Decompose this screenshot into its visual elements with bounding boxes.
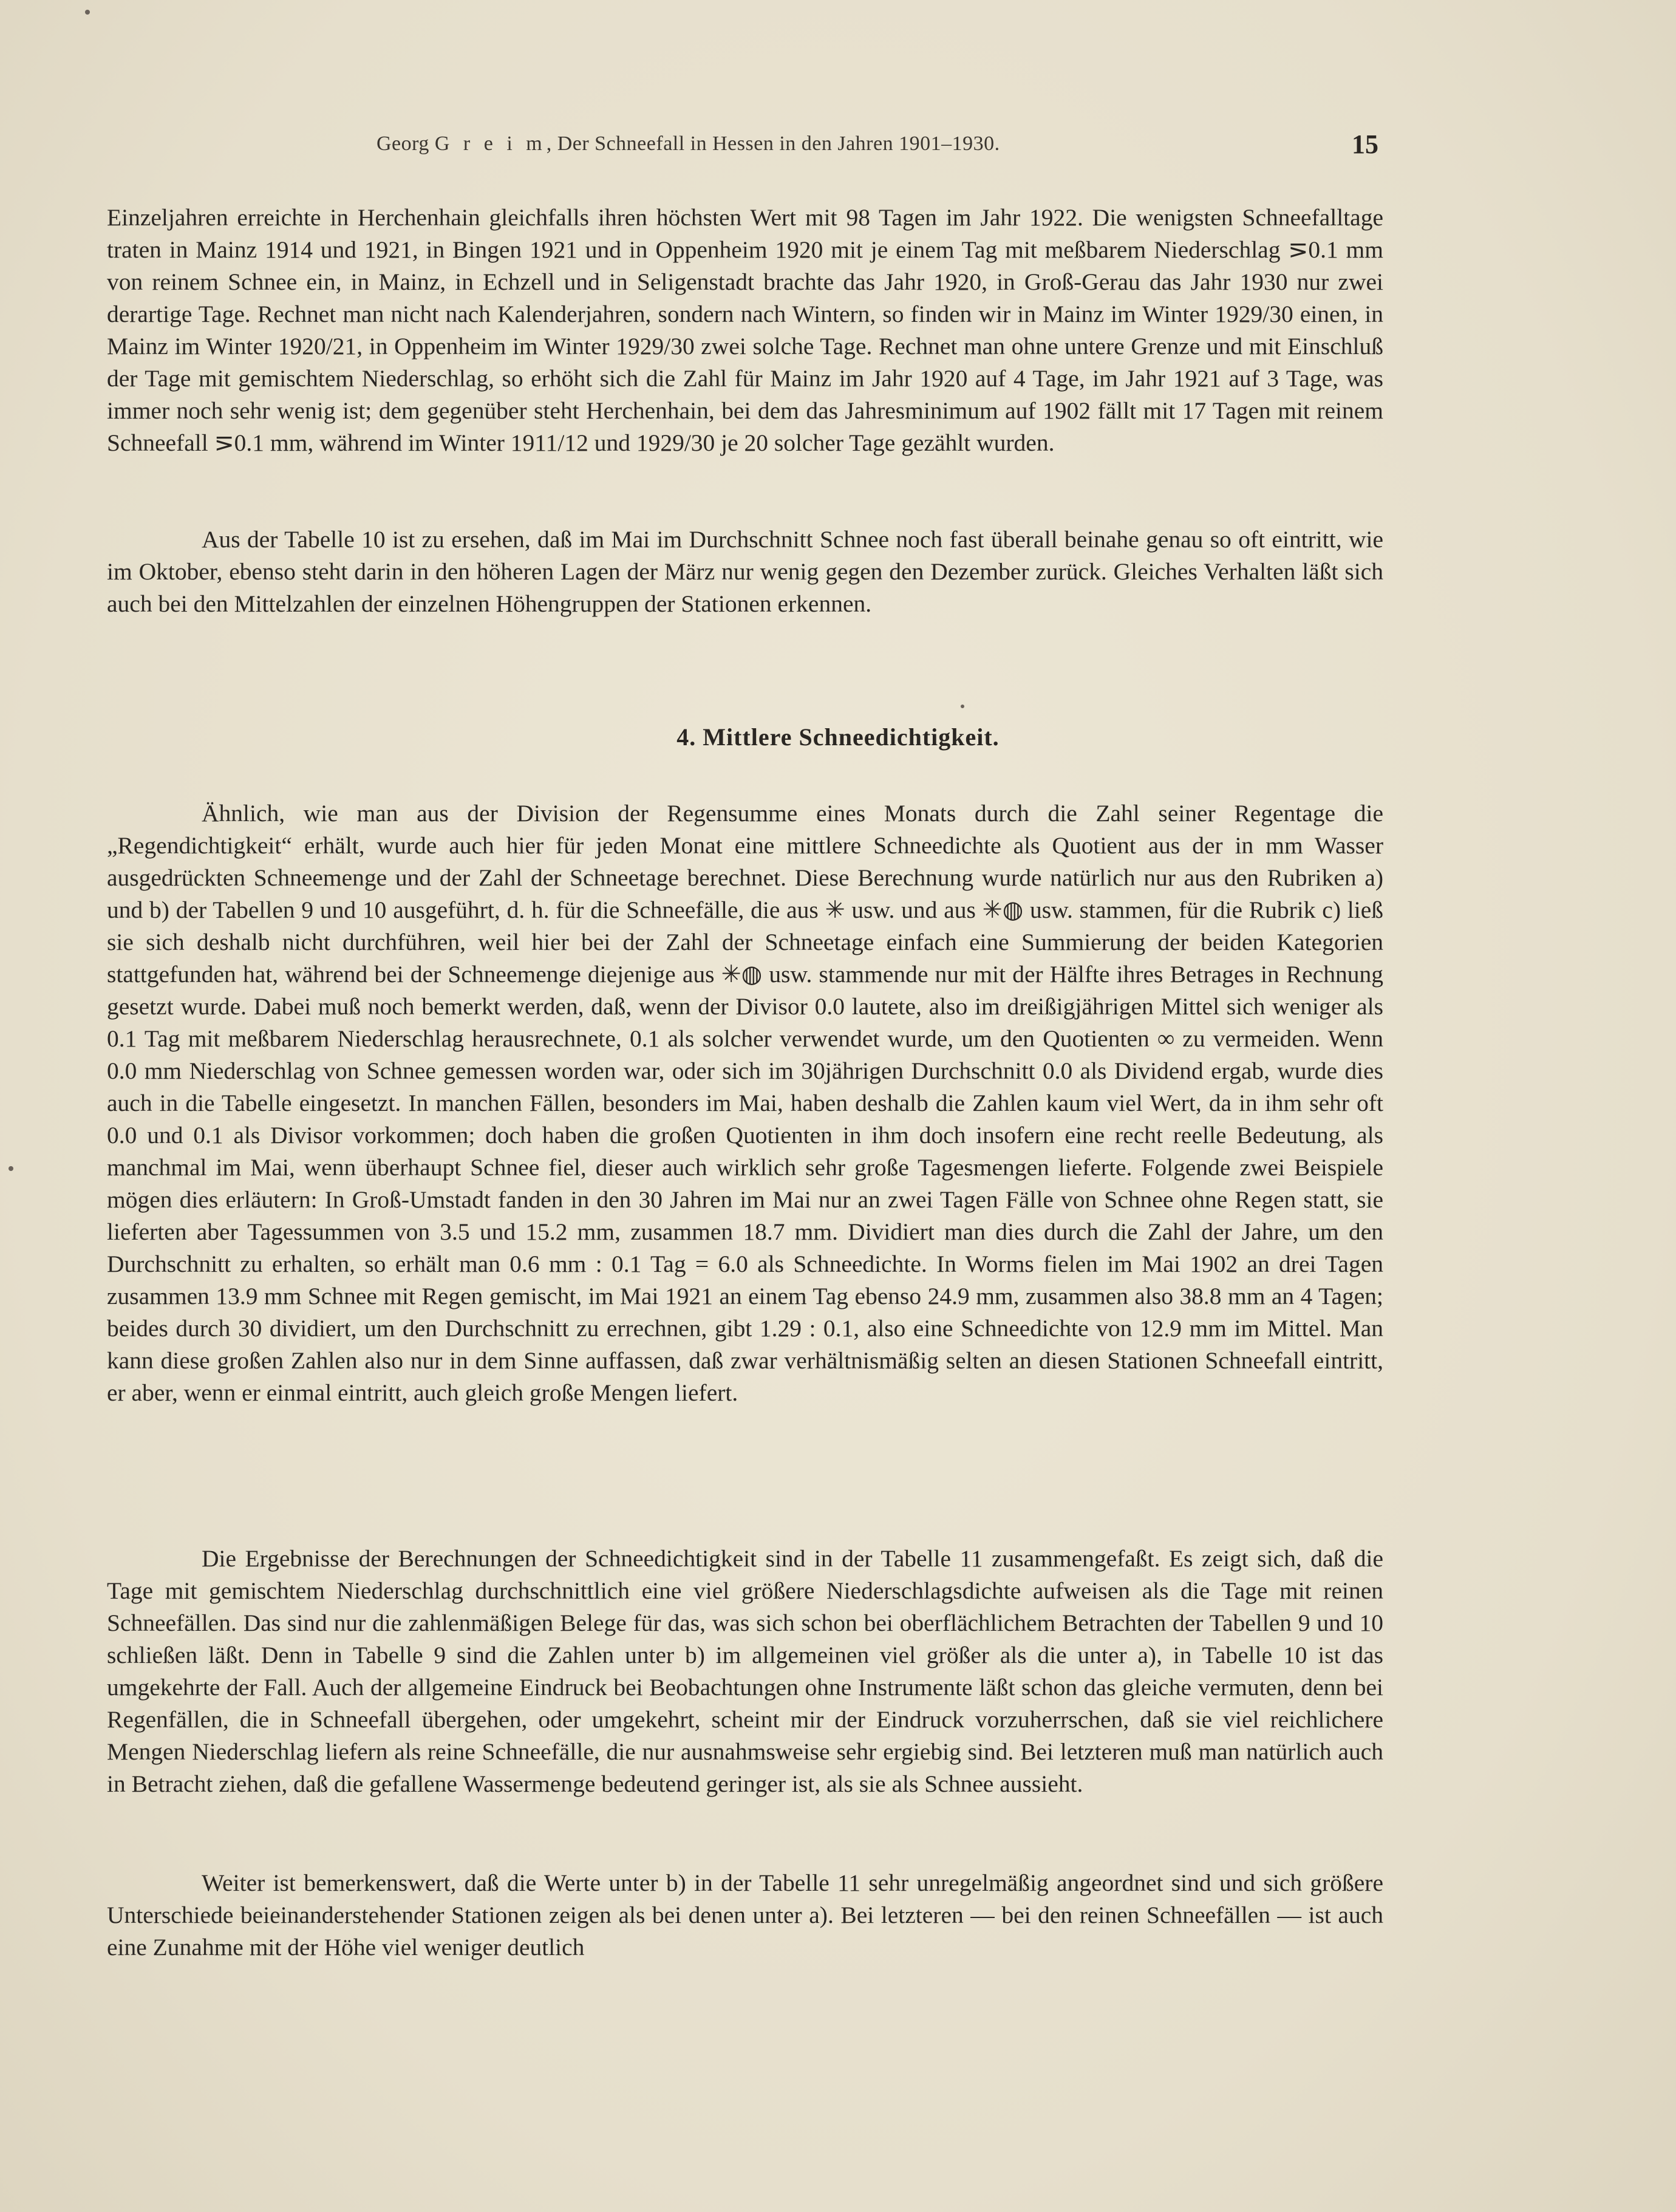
paragraph-3: Ähnlich, wie man aus der Division der Regensumme eines Monats durch die Zahl seiner Regentage die „Regendichtigkeit“ erhält, wurde auch hier für jeden Monat eine mittlere Schneedichte als Quotient aus der in mm Wasser ausgedrückten Schneemenge und der Zahl der Schneetage berechnet. Diese Berechnung wurde natürlich nur aus den Rubriken a) und b) der Tabellen 9 und 10 ausgeführt, d. h. für die Schneefälle, die aus ✳ usw. und aus ✳◍ usw. stammen, für die Rubrik c) ließ sie sich deshalb nicht durchführen, weil hier bei der Zahl der Schneetage einfach eine Summierung der beiden Kategorien stattgefunden hat, während bei der Schneemenge diejenige aus ✳◍ usw. stammende nur mit der Hälfte ihres Betrages in Rechnung gesetzt wurde. Dabei muß noch bemerkt werden, daß, wenn der Divisor 0.0 lautete, also im dreißigjährigen Mittel sich weniger als 0.1 Tag mit meßbarem Niederschlag herausrechnete, 0.1 als solcher verwendet wurde, um den Quotienten ∞ zu vermeiden. Wenn 0.0 mm Niederschlag von Schnee gemessen worden war, oder sich im 30jährigen Durchschnitt 0.0 als Dividend ergab, wurde dies auch in die Tabelle eingesetzt. In manchen Fällen, besonders im Mai, haben deshalb die Zahlen kaum viel Wert, da in ihm sehr oft 0.0 und 0.1 als Divisor vorkommen; doch haben die großen Quotienten in ihm doch insofern eine recht reelle Bedeutung, als manchmal im Mai, wenn überhaupt Schnee fiel, dieser auch wirklich sehr große Tagesmengen lieferte. Folgende zwei Beispiele mögen dies erläutern: In Groß-Umstadt fanden in den 30 Jahren im Mai nur an zwei Tagen Fälle von Schnee ohne Regen statt, sie lieferten aber Tagessummen von 3.5 und 15.2 mm, zusammen 18.7 mm. Dividiert man dies durch die Zahl der Jahre, um den Durchschnitt zu erhalten, so erhält man 0.6 mm : 0.1 Tag = 6.0 als Schneedichte. In Worms fielen im Mai 1902 an drei Tagen zusammen 13.9 mm Schnee mit Regen gemischt, im Mai 1921 an einem Tag ebenso 24.9 mm, zusammen also 38.8 mm an 4 Tagen; beides durch 30 dividiert, um den Durchschnitt zu errechnen, gibt 1.29 : 0.1, also eine Schneedichte von 12.9 mm im Mittel. Man kann diese großen Zahlen also nur in dem Sinne auffassen, daß zwar verhältnismäßig selten an diesen Stationen Schneefall eintritt, er aber, wenn er einmal eintritt, auch gleich große Mengen liefert. (107, 800, 1383, 1406)
paragraph-1: Einzeljahren erreichte in Herchenhain gleichfalls ihren höchsten Wert mit 98 Tagen im Jahr 1922. Die wenigsten Schneefalltage traten in Mainz 1914 und 1921, in Bingen 1921 und in Oppenheim 1920 mit je einem Tag mit meßbarem Niederschlag ⋝0.1 mm von reinem Schnee ein, in Mainz, in Echzell und in Seligenstadt brachte das Jahr 1920, in Groß-Gerau das Jahr 1930 nur zwei derartige Tage. Rechnet man nicht nach Kalenderjahren, sondern nach Wintern, so finden wir in Mainz im Winter 1929/30 einen, in Mainz im Winter 1920/21, in Oppenheim im Winter 1929/30 zwei solche Tage. Rechnet man ohne untere Grenze und mit Einschluß der Tage mit gemischtem Niederschlag, so erhöht sich die Zahl für Mainz im Jahr 1920 auf 4 Tage, im Jahr 1921 auf 3 Tage, was immer noch sehr wenig ist; dem gegenüber steht Herchenhain, bei dem das Jahresminimum auf 1902 fällt mit 17 Tagen mit reinem Schneefall ⋝0.1 mm, während im Winter 1911/12 und 1929/30 je 20 solcher Tage gezählt wurden. (107, 204, 1383, 456)
paragraph-block-5 (107, 1867, 1383, 1964)
paragraph-block-3 (107, 797, 1383, 1409)
paragraph-2: Aus der Tabelle 10 ist zu ersehen, daß im Mai im Durchschnitt Schnee noch fast überall beinahe genau so oft eintritt, wie im Oktober, ebenso steht darin in den höheren Lagen der März nur wenig gegen den Dezember zurück. Gleiches Verhalten läßt sich auch bei den Mittelzahlen der einzelnen Höhengruppen der Stationen erkennen. (107, 526, 1383, 617)
header-author-first: Georg (376, 132, 429, 155)
paragraph-4: Die Ergebnisse der Berechnungen der Schneedichtigkeit sind in der Tabelle 11 zusammengefaßt. Es zeigt sich, daß die Tage mit gemischtem Niederschlag durchschnittlich eine viel größere Niederschlagsdichte aufweisen als die Tage mit reinen Schneefällen. Das sind nur die zahlenmäßigen Belege für das, was sich schon bei oberflächlichem Betrachten der Tabellen 9 und 10 schließen läßt. Denn in Tabelle 9 sind die Zahlen unter b) im allgemeinen viel größer als die unter a), in Tabelle 10 ist das umgekehrte der Fall. Auch der allgemeine Eindruck bei Beobachtungen ohne Instrumente läßt schon das gleiche vermuten, denn bei Regenfällen, die in Schneefall übergehen, oder umgekehrt, scheint mir der Eindruck vorzuherrschen, daß sie viel reichlichere Mengen Niederschlag liefern als reine Schneefälle, die nur ausnahmsweise sehr ergiebig sind. Bei letzteren muß man natürlich auch in Betracht ziehen, daß die gefallene Wassermenge bedeutend geringer ist, als sie als Schnee aussieht. (107, 1545, 1383, 1797)
scan-speck (961, 705, 964, 708)
header-title: , Der Schneefall in Hessen in den Jahren 1901–1930. (546, 132, 1000, 155)
paragraph-block-4 (107, 1543, 1383, 1800)
paragraph-5: Weiter ist bemerkenswert, daß die Werte unter b) in der Tabelle 11 sehr unregelmäßig angeordnet sind und sich größere Unterschiede beieinanderstehender Stationen zeigen als bei denen unter a). Bei letzteren — bei den reinen Schneefällen — ist auch eine Zunahme mit der Höhe viel weniger deutlich (107, 1869, 1383, 1961)
page-number: 15 (1352, 129, 1378, 159)
scan-speck (9, 1166, 13, 1171)
paragraph-block-1 (107, 202, 1383, 459)
section-heading: 4. Mittlere Schneedichtigkeit. (676, 723, 1000, 751)
header-author-last: G r e i m (434, 132, 547, 155)
running-header (376, 132, 1385, 155)
scan-speck (85, 10, 90, 15)
paragraph-block-2 (107, 524, 1383, 620)
